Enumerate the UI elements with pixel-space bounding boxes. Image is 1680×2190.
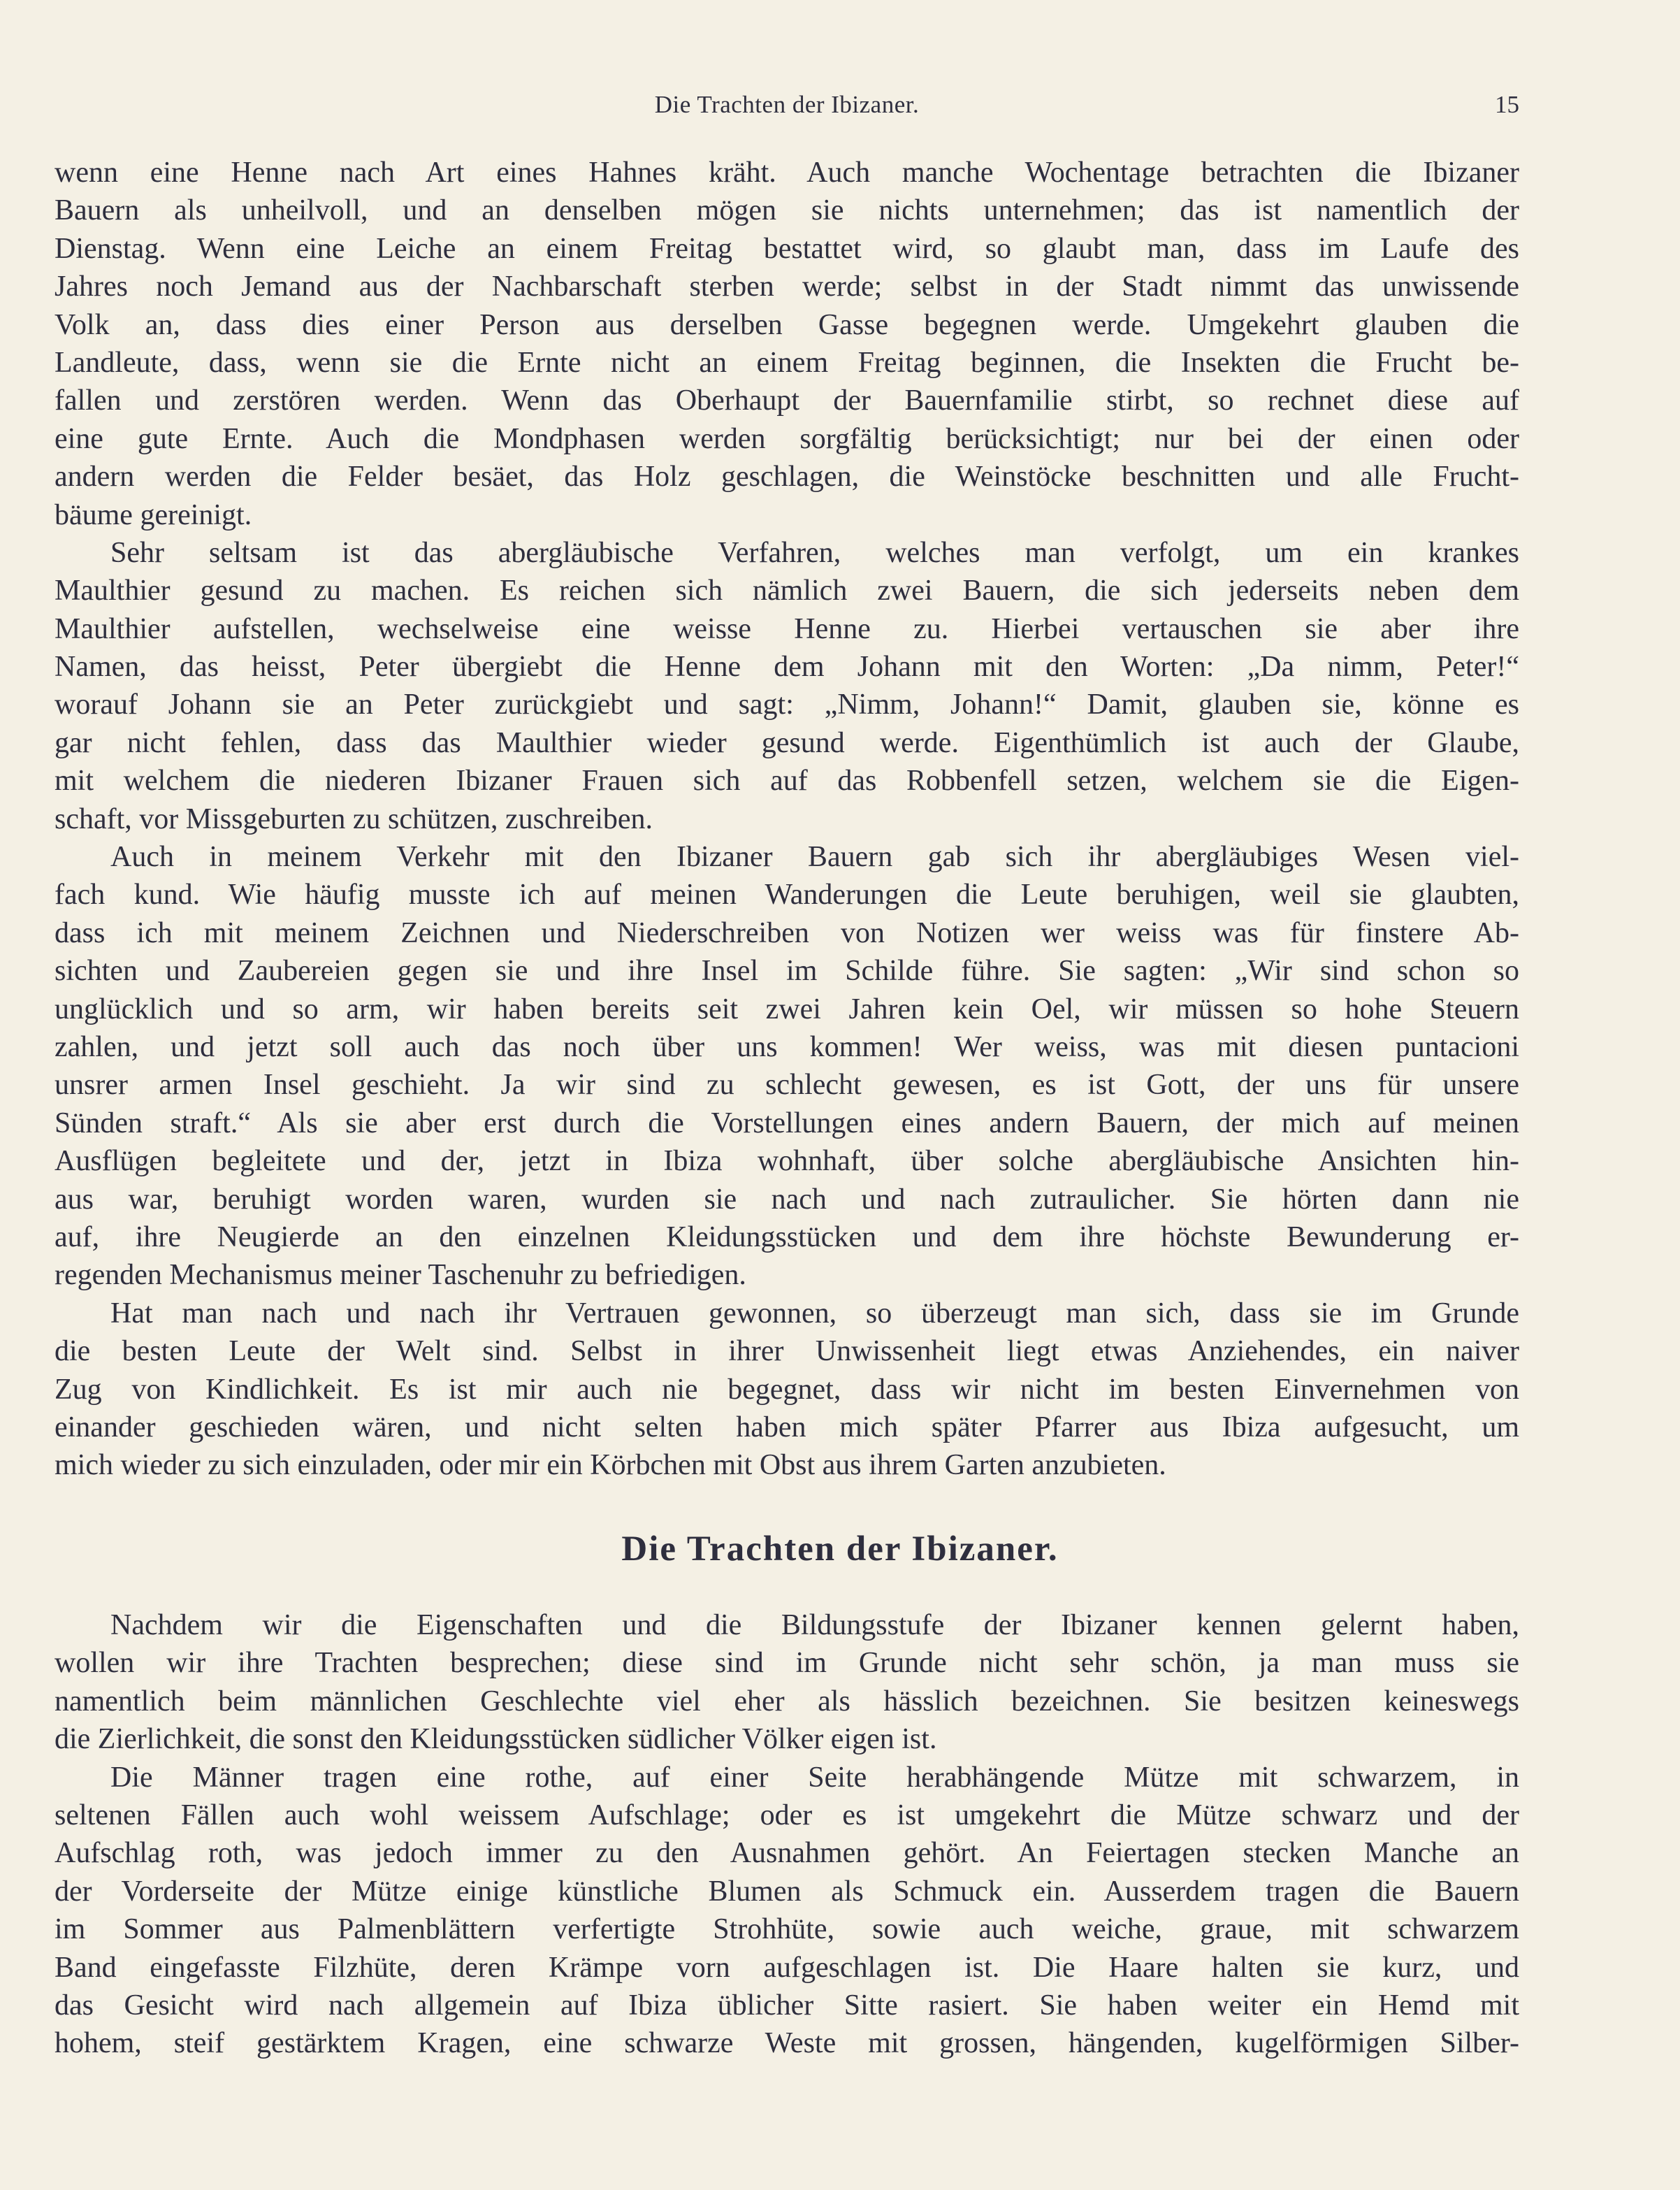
section-heading: Die Trachten der Ibizaner.: [621, 1529, 1059, 1569]
text-line: unglücklich und so arm, wir haben bereits seit zwei Jahren kein Oel, wir müssen so hohe Steuern: [55, 993, 1519, 1025]
main-text: [55, 154, 1519, 1485]
text-line: Maulthier gesund zu machen. Es reichen sich nämlich zwei Bauern, die sich jederseits neben dem: [55, 575, 1519, 607]
text-line: eine gute Ernte. Auch die Mondphasen werden sorgfältig berücksichtigt; nur bei der einen oder: [55, 422, 1519, 455]
text-line: andern werden die Felder besäet, das Holz geschlagen, die Weinstöcke beschnitten und alle Frucht-: [55, 461, 1519, 494]
text-line: hohem, steif gestärktem Kragen, eine schwarze Weste mit grossen, hängenden, kugelförmigen Silber-: [55, 2027, 1519, 2060]
text-line: worauf Johann sie an Peter zurückgiebt und sagt: „Nimm, Johann!“ Damit, glauben sie, könne es: [55, 689, 1519, 721]
text-line: das Gesicht wird nach allgemein auf Ibiza üblicher Sitte rasiert. Sie haben weiter ein Hemd mit: [55, 1989, 1519, 2022]
text-line: Auch in meinem Verkehr mit den Ibizaner Bauern gab sich ihr abergläubiges Wesen viel-: [110, 841, 1519, 874]
running-title: Die Trachten der Ibizaner.: [654, 91, 920, 118]
text-line: auf, ihre Neugierde an den einzelnen Kleidungsstücken und dem ihre höchste Bewunderung er-: [55, 1220, 1519, 1253]
text-line: Namen, das heisst, Peter übergiebt die Henne dem Johann mit den Worten: „Da nimm, Peter!“: [55, 651, 1519, 684]
text-line: sichten und Zaubereien gegen sie und ihre Insel im Schilde führe. Sie sagten: „Wir sind schon so: [55, 955, 1519, 988]
text-line: Landleute, dass, wenn sie die Ernte nicht an einem Freitag beginnen, die Insekten die Frucht be-: [55, 346, 1519, 379]
text-line: Sehr seltsam ist das abergläubische Verfahren, welches man verfolgt, um ein krankes: [110, 536, 1519, 569]
text-line: mit welchem die niederen Ibizaner Frauen sich auf das Robbenfell setzen, welchem sie die Eigen-: [55, 765, 1519, 798]
text-line: im Sommer aus Palmenblättern verfertigte Strohhüte, sowie auch weiche, graue, mit schwarzem: [55, 1913, 1519, 1946]
text-line: die Zierlichkeit, die sonst den Kleidungsstücken südlicher Völker eigen ist.: [55, 1723, 937, 1756]
text-line: Maulthier aufstellen, wechselweise eine weisse Henne zu. Hierbei vertauschen sie aber ihre: [55, 612, 1519, 645]
text-line: dass ich mit meinem Zeichnen und Niederschreiben von Notizen wer weiss was für finstere Ab-: [55, 916, 1519, 949]
text-line: aus war, beruhigt worden waren, wurden sie nach und nach zutraulicher. Sie hörten dann nie: [55, 1183, 1519, 1216]
paragraph: [55, 534, 1519, 838]
text-line: Bauern als unheilvoll, und an denselben mögen sie nichts unternehmen; das ist namentlich der: [55, 194, 1519, 227]
text-line: seltenen Fällen auch wohl weissem Aufschlage; oder es ist umgekehrt die Mütze schwarz und der: [55, 1799, 1519, 1831]
text-line: wenn eine Henne nach Art eines Hahnes kräht. Auch manche Wochentage betrachten die Ibizaner: [55, 157, 1519, 189]
text-line: wollen wir ihre Trachten besprechen; diese sind im Grunde nicht sehr schön, ja man muss sie: [55, 1647, 1519, 1680]
text-line: schaft, vor Missgeburten zu schützen, zuschreiben.: [55, 802, 653, 835]
paragraph: [55, 838, 1519, 1295]
paragraph: [55, 1606, 1519, 1759]
paragraph: [55, 1295, 1519, 1485]
text-line: die besten Leute der Welt sind. Selbst in ihrer Unwissenheit liegt etwas Anziehendes, ein naiver: [55, 1335, 1519, 1368]
text-line: Die Männer tragen eine rothe, auf einer Seite herabhängende Mütze mit schwarzem, in: [110, 1761, 1519, 1794]
running-head: [55, 89, 1519, 120]
text-line: unsrer armen Insel geschieht. Ja wir sind zu schlecht gewesen, es ist Gott, der uns für unsere: [55, 1069, 1519, 1102]
text-line: zahlen, und jetzt soll auch das noch über uns kommen! Wer weiss, was mit diesen puntacioni: [55, 1030, 1519, 1063]
text-line: mich wieder zu sich einzuladen, oder mir ein Körbchen mit Obst aus ihrem Garten anzubieten.: [55, 1449, 1166, 1482]
text-line: Jahres noch Jemand aus der Nachbarschaft sterben werde; selbst in der Stadt nimmt das unwissende: [55, 271, 1519, 303]
paragraph: [55, 1759, 1519, 2063]
text-line: regenden Mechanismus meiner Taschenuhr zu befriedigen.: [55, 1259, 746, 1292]
text-line: gar nicht fehlen, dass das Maulthier wieder gesund werde. Eigenthümlich ist auch der Glaube,: [55, 726, 1519, 759]
text-line: Nachdem wir die Eigenschaften und die Bildungsstufe der Ibizaner kennen gelernt haben,: [110, 1609, 1519, 1641]
text-line: Ausflügen begleitete und der, jetzt in Ibiza wohnhaft, über solche abergläubische Ansichten hin-: [55, 1145, 1519, 1178]
text-line: Zug von Kindlichkeit. Es ist mir auch nie begegnet, dass wir nicht im besten Einvernehmen von: [55, 1373, 1519, 1406]
text-line: fallen und zerstören werden. Wenn das Oberhaupt der Bauernfamilie stirbt, so rechnet diese auf: [55, 384, 1519, 417]
paragraph: [55, 154, 1519, 534]
page-number: 15: [1495, 91, 1519, 118]
text-line: Dienstag. Wenn eine Leiche an einem Freitag bestattet wird, so glaubt man, dass im Laufe des: [55, 232, 1519, 265]
text-line: bäume gereinigt.: [55, 498, 252, 531]
text-line: Aufschlag roth, was jedoch immer zu den Ausnahmen gehört. An Feiertagen stecken Manche an: [55, 1837, 1519, 1870]
text-line: Sünden straft.“ Als sie aber erst durch die Vorstellungen eines andern Bauern, der mich auf meinen: [55, 1107, 1519, 1139]
text-line: Volk an, dass dies einer Person aus derselben Gasse begegnen werde. Umgekehrt glauben die: [55, 308, 1519, 341]
section-text: [55, 1606, 1519, 2063]
text-line: Band eingefasste Filzhüte, deren Krämpe vorn aufgeschlagen ist. Die Haare halten sie kurz, und: [55, 1951, 1519, 1984]
text-line: namentlich beim männlichen Geschlechte viel eher als hässlich bezeichnen. Sie besitzen keineswegs: [55, 1685, 1519, 1717]
text-line: Hat man nach und nach ihr Vertrauen gewonnen, so überzeugt man sich, dass sie im Grunde: [110, 1297, 1519, 1330]
text-line: einander geschieden wären, und nicht selten haben mich später Pfarrer aus Ibiza aufgesucht, um: [55, 1411, 1519, 1443]
text-line: fach kund. Wie häufig musste ich auf meinen Wanderungen die Leute beruhigen, weil sie glaubten,: [55, 879, 1519, 912]
text-line: der Vorderseite der Mütze einige künstliche Blumen als Schmuck ein. Ausserdem tragen die Bauern: [55, 1875, 1519, 1908]
